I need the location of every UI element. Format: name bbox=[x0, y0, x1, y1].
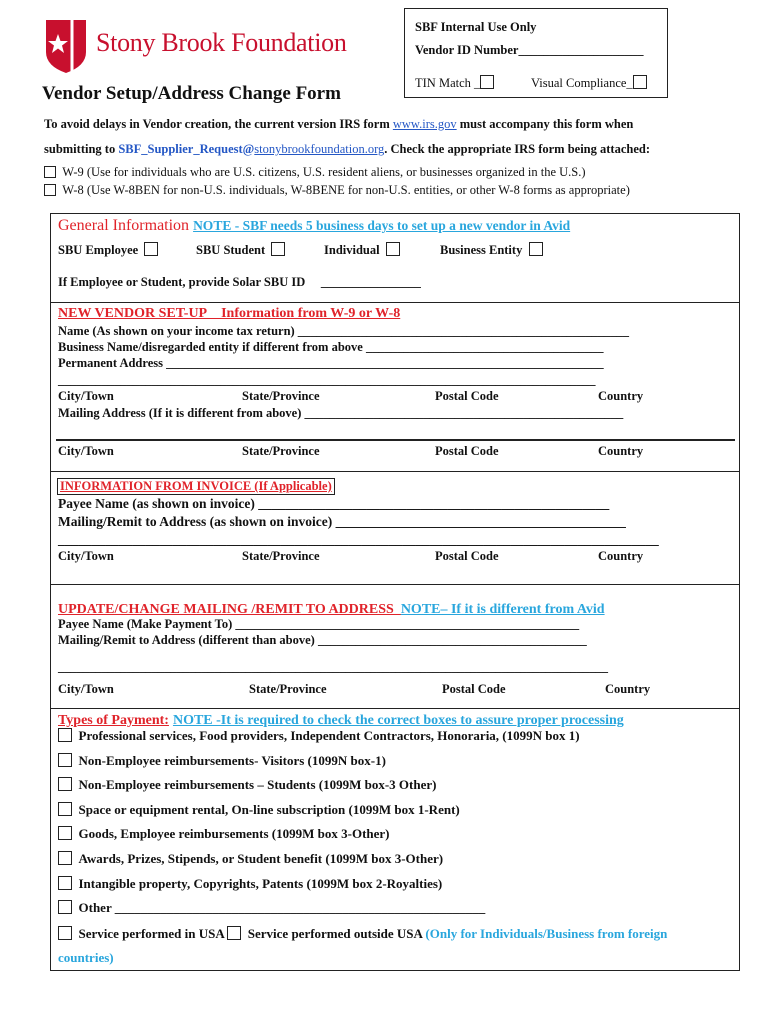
payment-label-5: Goods, Employee reimbursements (1099M box 3-Other) bbox=[78, 826, 390, 841]
solar-id-row bbox=[58, 275, 421, 290]
payment-option-6 bbox=[58, 851, 443, 867]
payment-option-3 bbox=[58, 777, 436, 793]
payment-checkbox-6[interactable] bbox=[58, 851, 72, 865]
shield-star-icon bbox=[42, 18, 90, 74]
tin-match-label bbox=[415, 75, 494, 91]
intro-text-1a: To avoid delays in Vendor creation, the current version IRS form bbox=[44, 117, 393, 131]
sbu-employee-checkbox[interactable] bbox=[144, 242, 158, 256]
update-remit-line-2[interactable]: ________________________________________________________________________________________ bbox=[58, 660, 608, 674]
solar-id-field[interactable]: ________________ bbox=[320, 275, 421, 289]
foundation-logo bbox=[42, 18, 90, 79]
visual-compliance-text: Visual Compliance_ bbox=[531, 76, 633, 90]
payment-checkbox-7[interactable] bbox=[58, 876, 72, 890]
invoice-title: INFORMATION FROM INVOICE (If Applicable) bbox=[57, 478, 335, 495]
individual-label: Individual bbox=[324, 243, 380, 257]
update-note: NOTE– If it is different from Avid bbox=[400, 602, 605, 617]
update-country-label: Country bbox=[605, 682, 651, 696]
service-outside-checkbox[interactable] bbox=[227, 926, 241, 940]
new-vendor-title: NEW VENDOR SET-UP__Information from W-9 or W-8 bbox=[58, 306, 401, 321]
payment-option-5 bbox=[58, 826, 390, 842]
payment-option-1 bbox=[58, 728, 580, 744]
w8-label: W-8 (Use W-8BEN for non-U.S. individuals, W-8BENE for non-U.S. entities, or other W-8 forms as appropriate) bbox=[62, 183, 630, 197]
payment-checkbox-3[interactable] bbox=[58, 777, 72, 791]
visual-compliance-label bbox=[531, 75, 647, 91]
new-vendor-divider bbox=[50, 471, 740, 472]
form-title: Vendor Setup/Address Change Form bbox=[42, 83, 341, 104]
postal-label-2: Postal Code bbox=[435, 444, 499, 458]
intro-text-2a: submitting to bbox=[44, 142, 119, 156]
intro-line-1 bbox=[44, 117, 633, 132]
payment-label-3: Non-Employee reimbursements – Students (1099M box-3 Other) bbox=[78, 777, 437, 792]
invoice-state-label: State/Province bbox=[242, 549, 320, 563]
payment-checkbox-2[interactable] bbox=[58, 753, 72, 767]
sbu-employee-option bbox=[58, 242, 158, 258]
update-remit-field[interactable]: Mailing/Remit to Address (different than above) ___________________________________________ bbox=[58, 633, 587, 647]
update-payee-field[interactable]: Payee Name (Make Payment To) _______________________________________________________ bbox=[58, 617, 580, 631]
business-entity-checkbox[interactable] bbox=[529, 242, 543, 256]
w9-checkbox[interactable] bbox=[44, 166, 56, 178]
invoice-payee-field[interactable]: Payee Name (as shown on invoice) ____________________________________________________ bbox=[58, 496, 610, 511]
sbu-employee-label: SBU Employee bbox=[58, 243, 139, 257]
visual-compliance-checkbox[interactable] bbox=[633, 75, 647, 89]
w8-option bbox=[44, 183, 630, 198]
payment-note: NOTE -It is required to check the correct boxes to assure proper processing bbox=[172, 713, 624, 728]
payment-title: Types of Payment: bbox=[58, 713, 169, 728]
payment-option-8 bbox=[58, 900, 485, 916]
update-postal-label: Postal Code bbox=[442, 682, 506, 696]
payment-option-7 bbox=[58, 876, 442, 892]
invoice-postal-label: Postal Code bbox=[435, 549, 499, 563]
permanent-address-line-2[interactable]: ______________________________________________________________________________________ bbox=[58, 373, 596, 387]
vendor-id-field[interactable]: Vendor ID Number____________________ bbox=[415, 43, 644, 57]
general-info-note: NOTE - SBF needs 5 business days to set up a new vendor in Avid bbox=[193, 218, 571, 233]
solar-id-label: If Employee or Student, provide Solar SBU ID bbox=[58, 275, 306, 289]
payment-heading bbox=[58, 711, 624, 729]
invoice-city-label: City/Town bbox=[58, 549, 114, 563]
state-label-2: State/Province bbox=[242, 444, 320, 458]
sbu-student-checkbox[interactable] bbox=[271, 242, 285, 256]
invoice-remit-line-2[interactable]: _________________________________________________________________________________________ bbox=[58, 532, 659, 547]
mailing-address-line bbox=[56, 439, 735, 441]
payment-option-2 bbox=[58, 753, 386, 769]
state-label: State/Province bbox=[242, 389, 320, 403]
intro-line-2 bbox=[44, 142, 650, 157]
w9-option bbox=[44, 165, 586, 180]
update-city-label: City/Town bbox=[58, 682, 114, 696]
update-heading bbox=[58, 600, 605, 618]
service-usa-label: Service performed in USA bbox=[78, 926, 225, 941]
intro-text-1b: must accompany this form when bbox=[456, 117, 634, 131]
internal-use-title: SBF Internal Use Only bbox=[415, 20, 537, 34]
internal-use-box bbox=[404, 8, 668, 98]
service-outside-note-2: countries) bbox=[58, 950, 114, 965]
invoice-divider bbox=[50, 584, 740, 585]
mailing-address-field[interactable]: Mailing Address (If it is different from above) ___________________________________________________ bbox=[58, 406, 624, 420]
name-field[interactable]: Name (As shown on your income tax return) _____________________________________________________ bbox=[58, 324, 630, 338]
invoice-remit-field[interactable]: Mailing/Remit to Address (as shown on invoice) ___________________________________________ bbox=[58, 514, 626, 529]
service-location-row bbox=[58, 926, 667, 942]
service-outside-note: (Only for Individuals/Business from foreign bbox=[425, 926, 668, 941]
payment-label-8[interactable]: Other _________________________________________________________ bbox=[78, 900, 486, 915]
payment-label-4: Space or equipment rental, On-line subscription (1099M box 1-Rent) bbox=[78, 802, 460, 817]
service-usa-checkbox[interactable] bbox=[58, 926, 72, 940]
city-label: City/Town bbox=[58, 389, 114, 403]
individual-option bbox=[324, 242, 400, 258]
business-entity-option bbox=[440, 242, 543, 258]
payment-checkbox-8[interactable] bbox=[58, 900, 72, 914]
tin-match-text: TIN Match _ bbox=[415, 76, 481, 90]
payment-option-4 bbox=[58, 802, 460, 818]
country-label: Country bbox=[598, 389, 644, 403]
update-state-label: State/Province bbox=[249, 682, 327, 696]
intro-text-2b: . Check the appropriate IRS form being attached: bbox=[384, 142, 650, 156]
payment-label-6: Awards, Prizes, Stipends, or Student benefit (1099M box 3-Other) bbox=[78, 851, 444, 866]
payment-checkbox-1[interactable] bbox=[58, 728, 72, 742]
invoice-country-label: Country bbox=[598, 549, 644, 563]
w8-checkbox[interactable] bbox=[44, 184, 56, 196]
payment-label-1: Professional services, Food providers, Independent Contractors, Honoraria, (1099N box 1) bbox=[78, 728, 580, 743]
tin-match-checkbox[interactable] bbox=[480, 75, 494, 89]
payment-label-2: Non-Employee reimbursements- Visitors (1099N box-1) bbox=[78, 753, 386, 768]
payment-checkbox-5[interactable] bbox=[58, 826, 72, 840]
email-link-a[interactable]: SBF_Supplier_Request@ bbox=[118, 142, 255, 156]
update-divider bbox=[50, 708, 740, 709]
sbu-student-label: SBU Student bbox=[196, 243, 266, 257]
general-info-title: General Information bbox=[58, 217, 190, 234]
service-outside-label: Service performed outside USA bbox=[247, 926, 423, 941]
irs-link[interactable]: www.irs.gov bbox=[392, 117, 457, 131]
email-link-b[interactable]: stonybrookfoundation.org bbox=[254, 142, 385, 156]
permanent-address-field[interactable]: Permanent Address ______________________________________________________________________ bbox=[58, 356, 604, 370]
city-label-2: City/Town bbox=[58, 444, 114, 458]
business-entity-label: Business Entity bbox=[440, 243, 523, 257]
update-title: UPDATE/CHANGE MAILING /REMIT TO ADDRESS_ bbox=[58, 602, 401, 617]
individual-checkbox[interactable] bbox=[386, 242, 400, 256]
country-label-2: Country bbox=[598, 444, 644, 458]
w9-label: W-9 (Use for individuals who are U.S. citizens, U.S. resident aliens, or businesses organized in the U.S.) bbox=[62, 165, 586, 179]
general-info-heading bbox=[58, 217, 570, 235]
payment-label-7: Intangible property, Copyrights, Patents (1099M box 2-Royalties) bbox=[78, 876, 443, 891]
business-name-field[interactable]: Business Name/disregarded entity if different from above ______________________________________ bbox=[58, 340, 604, 354]
sbu-student-option bbox=[196, 242, 285, 258]
general-divider bbox=[50, 302, 740, 303]
logo-wordmark: Stony Brook Foundation bbox=[96, 28, 347, 57]
postal-label: Postal Code bbox=[435, 389, 499, 403]
payment-checkbox-4[interactable] bbox=[58, 802, 72, 816]
